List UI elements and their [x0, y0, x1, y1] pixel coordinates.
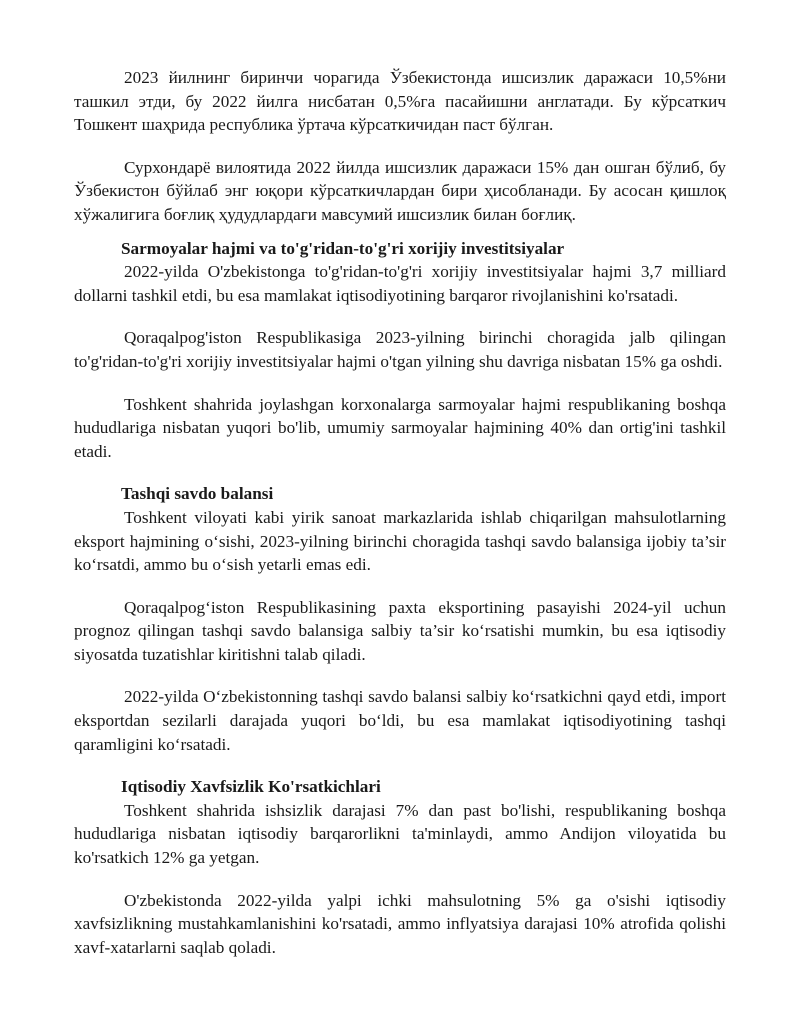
- security-paragraph-2: O'zbekistonda 2022-yilda yalpi ichki mahsulotning 5% ga o'sishi iqtisodiy xavfsizlikning mustahkamlanishini ko'rsatadi, ammo inflyatsiya darajasi 10% atrofida qolishi xavf-xatarlarni saqlab qoladi.: [74, 890, 726, 957]
- section-heading-security: Iqtisodiy Xavfsizlik Ko'rsatkichlari: [121, 777, 381, 797]
- trade-paragraph-2: Qoraqalpog‘iston Respublikasining paxta eksportining pasayishi 2024-yil uchun prognoz qilingan tashqi savdo balansiga salbiy ta’sir ko‘rsatishi mumkin, bu esa iqtisodiy siyosatda tuzatishlar kiritishni talab qiladi.: [74, 597, 726, 664]
- investments-paragraph-2: Qoraqalpog'iston Respublikasiga 2023-yilning birinchi choragida jalb qilingan to'g'ridan-to'g'ri xorijiy investitsiyalar hajmi o'tgan yilning shu davriga nisbatan 15% ga oshdi.: [74, 328, 726, 371]
- section-heading-investments: Sarmoyalar hajmi va to'g'ridan-to'g'ri xorijiy investitsiyalar: [121, 238, 565, 258]
- investments-paragraph-3: Toshkent shahrida joylashgan korxonalarga sarmoyalar hajmi respublikaning boshqa hududlariga nisbatan yuqori bo'lib, umumiy sarmoyalar hajmining 40% dan ortig'ini tashkil etadi.: [74, 394, 726, 461]
- section-heading-trade: Tashqi savdo balansi: [121, 484, 274, 504]
- trade-paragraph-3: 2022-yilda O‘zbekistonning tashqi savdo balansi salbiy ko‘rsatkichni qayd etdi, import eksportdan sezilarli darajada yuqori bo‘ldi, bu esa mamlakat iqtisodiyotining tashqi qaramligini ko‘rsatadi.: [74, 687, 726, 754]
- intro-paragraph-2: Сурхондарё вилоятида 2022 йилда ишсизлик даражаси 15% дан ошган бўлиб, бу Ўзбекистон бўйлаб энг юқори кўрсаткичлардан бири ҳисобланади. Бу асосан қишлоқ хўжалигига боғлиқ ҳудудлардаги мавсумий ишсизлик билан боғлиқ.: [74, 157, 726, 224]
- investments-paragraph-1: 2022-yilda O'zbekistonga to'g'ridan-to'g'ri xorijiy investitsiyalar hajmi 3,7 milliard dollarni tashkil etdi, bu esa mamlakat iqtisodiyotining barqaror rivojlanishini ko'rsatadi.: [74, 262, 726, 305]
- intro-paragraph-1: 2023 йилнинг биринчи чорагида Ўзбекистонда ишсизлик даражаси 10,5%ни ташкил этди, бу 2022 йилга нисбатан 0,5%га пасайишни англатади. Бу кўрсаткич Тошкент шаҳрида республика ўртача кўрсаткичидан паст бўлган.: [74, 68, 726, 135]
- trade-paragraph-1: Toshkent viloyati kabi yirik sanoat markazlarida ishlab chiqarilgan mahsulotlarning eksport hajmining o‘sishi, 2023-yilning birinchi choragida tashqi savdo balansiga ijobiy ta’sir ko‘rsatdi, ammo bu o‘sish yetarli emas edi.: [74, 507, 726, 575]
- security-paragraph-1: Toshkent shahrida ishsizlik darajasi 7% dan past bo'lishi, respublikaning boshqa hududlariga nisbatan iqtisodiy barqarorlikni ta'minlaydi, ammo Andijon viloyatida bu ko'rsatkich 12% ga yetgan.: [74, 800, 726, 868]
- document-page: [74, 66, 726, 978]
